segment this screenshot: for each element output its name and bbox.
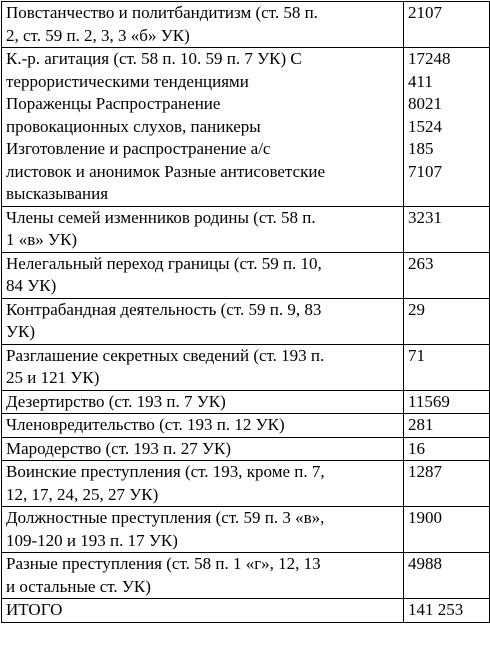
category-text-line: 109-120 и 193 п. 17 УК) xyxy=(6,530,178,550)
table-row xyxy=(2,206,490,252)
category-text-line: террористическими тенденциями xyxy=(6,71,249,91)
count-cell xyxy=(404,599,490,623)
crime-category-cell xyxy=(2,507,404,553)
category-text-line: Пораженцы Распространение xyxy=(6,94,221,113)
count-value-line: 17248 xyxy=(408,49,451,68)
category-text-line: Разглашение секретных сведений (ст. 193 п. xyxy=(6,345,325,365)
category-text-line: провокационных слухов, паникеры xyxy=(6,116,261,136)
count-value-line: 185 xyxy=(408,139,434,158)
category-text-line: Членовредительство (ст. 193 п. 12 УК) xyxy=(6,415,285,434)
crime-category-cell xyxy=(2,252,404,298)
category-text-line: 12, 17, 24, 25, 27 УК) xyxy=(6,484,159,504)
count-value-line: 2107 xyxy=(408,3,442,22)
category-text-line: 1 «в» УК) xyxy=(6,230,78,249)
crime-category-cell xyxy=(2,298,404,344)
count-value-line: 4988 xyxy=(408,554,442,573)
category-text-line: Мародерство (ст. 193 п. 27 УК) xyxy=(6,438,231,458)
count-value-line: 16 xyxy=(408,438,425,458)
table-row xyxy=(2,553,490,599)
table-row xyxy=(2,252,490,298)
category-text-line: К.-р. агитация (ст. 58 п. 10. 59 п. 7 УК) С xyxy=(6,49,302,68)
category-text-line: листовок и анонимок Разные антисоветские xyxy=(6,161,326,181)
count-cell xyxy=(404,507,490,553)
category-text-line: Воинские преступления (ст. 193, кроме п. 7, xyxy=(6,462,325,481)
count-cell xyxy=(404,390,490,414)
category-text-line: Изготовление и распространение а/с xyxy=(6,139,271,158)
table-row xyxy=(2,461,490,507)
category-text-line: Должностные преступления (ст. 59 п. 3 «в», xyxy=(6,508,325,527)
crime-category-cell xyxy=(2,344,404,390)
crime-category-cell xyxy=(2,437,404,461)
table-row xyxy=(2,390,490,414)
count-value-line: 29 xyxy=(408,299,425,319)
table-row xyxy=(2,507,490,553)
crimes-statistics-table xyxy=(1,1,490,623)
category-text-line: Нелегальный переход границы (ст. 59 п. 10, xyxy=(6,253,322,273)
table-row xyxy=(2,344,490,390)
crime-category-cell xyxy=(2,461,404,507)
count-cell xyxy=(404,298,490,344)
count-value-line: 71 xyxy=(408,345,425,365)
count-cell xyxy=(404,206,490,252)
count-value-line: 3231 xyxy=(408,207,442,227)
count-cell xyxy=(404,414,490,438)
count-cell xyxy=(404,344,490,390)
category-text-line: Повстанчество и политбандитизм (ст. 58 п. xyxy=(6,3,318,22)
count-value-line: 8021 xyxy=(408,94,442,113)
category-text-line: ИТОГО xyxy=(6,600,63,619)
category-text-line: Члены семей изменников родины (ст. 58 п. xyxy=(6,207,316,227)
crime-category-cell xyxy=(2,599,404,623)
crime-category-cell xyxy=(2,48,404,207)
total-row xyxy=(2,599,490,623)
table-row xyxy=(2,437,490,461)
table-row xyxy=(2,414,490,438)
category-text-line: 2, ст. 59 п. 2, 3, 3 «б» УК) xyxy=(6,25,190,45)
crime-category-cell xyxy=(2,414,404,438)
table-body xyxy=(2,2,490,623)
count-value-line: 141 253 xyxy=(408,600,464,619)
count-cell xyxy=(404,437,490,461)
category-text-line: и остальные ст. УК) xyxy=(6,576,151,596)
count-value-line: 7107 xyxy=(408,161,442,181)
crime-category-cell xyxy=(2,2,404,48)
category-text-line: Контрабандная деятельность (ст. 59 п. 9, 83 xyxy=(6,299,322,319)
count-value-line: 1900 xyxy=(408,508,442,527)
count-value-line: 263 xyxy=(408,253,434,273)
category-text-line: УК) xyxy=(6,322,36,341)
table-row xyxy=(2,48,490,207)
crime-category-cell xyxy=(2,553,404,599)
count-cell xyxy=(404,553,490,599)
category-text-line: 84 УК) xyxy=(6,276,57,295)
count-cell xyxy=(404,252,490,298)
crime-category-cell xyxy=(2,390,404,414)
count-value-line: 1524 xyxy=(408,116,442,136)
category-text-line: 25 и 121 УК) xyxy=(6,368,100,387)
count-value-line: 411 xyxy=(408,71,433,91)
count-value-line: 281 xyxy=(408,415,434,434)
category-text-line: высказывания xyxy=(6,184,109,203)
count-cell xyxy=(404,461,490,507)
count-cell xyxy=(404,48,490,207)
table-row xyxy=(2,298,490,344)
category-text-line: Дезертирство (ст. 193 п. 7 УК) xyxy=(6,391,226,411)
category-text-line: Разные преступления (ст. 58 п. 1 «г», 12, 13 xyxy=(6,554,321,573)
table-row xyxy=(2,2,490,48)
count-value-line: 11569 xyxy=(408,391,450,411)
crime-category-cell xyxy=(2,206,404,252)
count-cell xyxy=(404,2,490,48)
count-value-line: 1287 xyxy=(408,462,442,481)
